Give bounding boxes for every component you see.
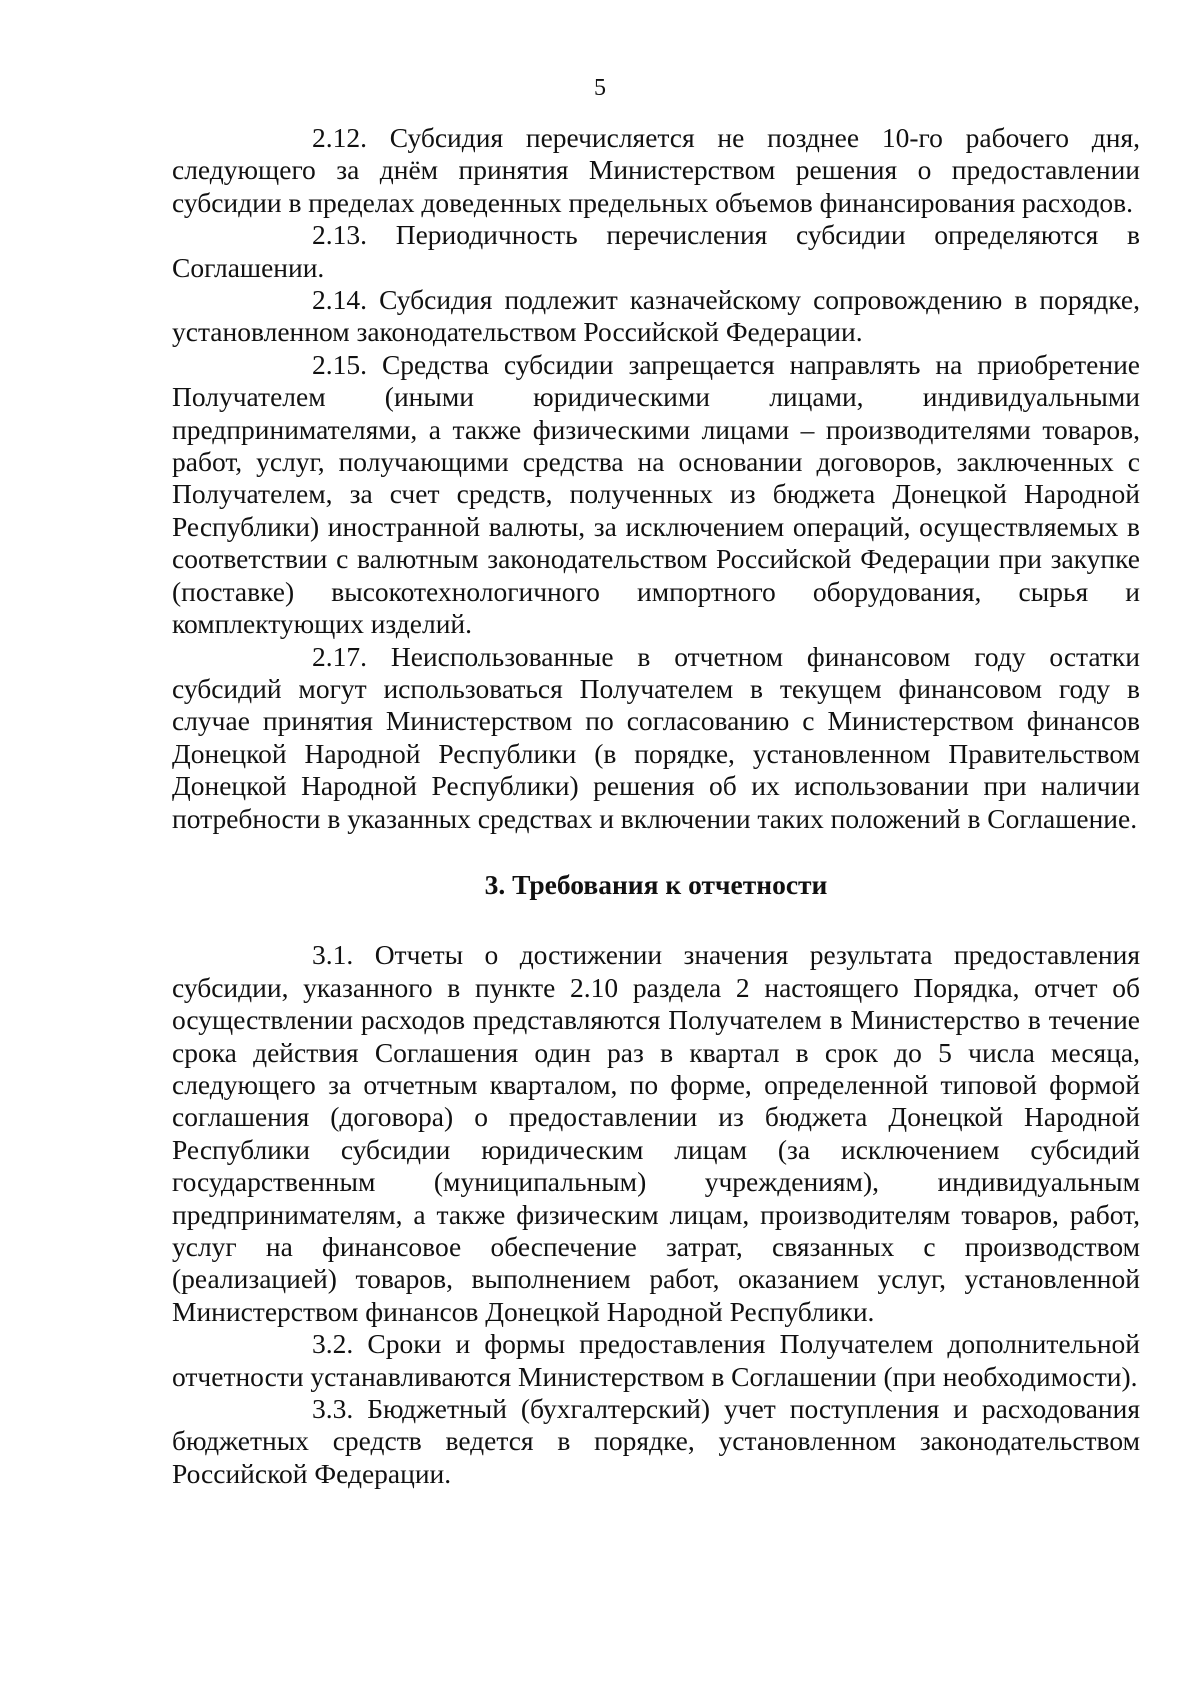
paragraph-text: Отчеты о достижении значения результата предоставления субсидии, указанного в пункте 2.10 раздела 2 настоящего Порядка, отчет об осуществлении расходов представляются Получателем в Министерство в течение срока действия Соглашения один раз в квартал в срок до 5 числа месяца, следующего за отчетным кварталом, по форме, определенной типовой формой соглашения (договора) о предоставлении из бюджета Донецкой Народной Республики субсидии юридическим лицам (за исключением субсидий государственным (муниципальным) учреждениям), индивидуальным предпринимателям, а также физическим лицам, производителям товаров, работ, услуг на финансовое обеспечение затрат, связанных с производством (реализацией) товаров, выполнением работ, оказанием услуг, установленной Министерством финансов Донецкой Народной Республики. [172,939,1141,1327]
document-body [172,122,1140,1490]
paragraph-number: 2.13. [312,219,367,251]
paragraph-number: 3.2. [312,1328,354,1360]
paragraph-3-2 [172,1328,1140,1393]
paragraph-text: Неиспользованные в отчетном финансовом году остатки субсидий могут использоваться Получателем в текущем финансовом году в случае принятия Министерством по согласованию с Министерством финансов Донецкой Народной Республики (в порядке, установленном Правительством Донецкой Народной Республики) решения об их использовании при наличии потребности в указанных средствах и включении таких положений в Соглашение. [172,640,1140,834]
paragraph-number: 2.14. [312,284,367,316]
paragraph-2-15 [172,349,1140,641]
spacer [172,901,1140,939]
paragraph-text: Субсидия подлежит казначейскому сопровождению в порядке, установленном законодательством Российской Федерации. [172,284,1141,348]
paragraph-number: 2.17. [312,640,367,672]
paragraph-text: Бюджетный (бухгалтерский) учет поступления и расходования бюджетных средств ведется в порядке, установленном законодательством Российской Федерации. [172,1393,1141,1489]
paragraph-text: Периодичность перечисления субсидии определяются в Соглашении. [172,219,1140,283]
spacer [172,835,1140,869]
paragraph-number: 3.3. [312,1393,354,1425]
page-number: 5 [594,75,606,101]
paragraph-text: Средства субсидии запрещается направлять на приобретение Получателем (иными юридическими лицами, индивидуальными предпринимателями, а также физическими лицами – производителями товаров, работ, услуг, получающими средства на основании договоров, заключенных с Получателем, за счет средств, полученных из бюджета Донецкой Народной Республики) иностранной валюты, за исключением операций, осуществляемых в соответствии с валютным законодательством Российской Федерации при закупке (поставке) высокотехнологичного импортного оборудования, сырья и комплектующих изделий. [172,348,1140,640]
paragraph-3-1 [172,939,1140,1328]
paragraph-3-3 [172,1393,1140,1490]
section-heading: 3. Требования к отчетности [484,868,828,900]
paragraph-text: Сроки и формы предоставления Получателем дополнительной отчетности устанавливаются Министерством в Соглашении (при необходимости). [172,1328,1141,1392]
paragraph-2-12 [172,122,1140,219]
paragraph-number: 2.12. [312,122,367,153]
paragraph-2-17 [172,641,1140,835]
paragraph-2-13 [172,219,1140,284]
paragraph-text: Субсидия перечисляется не позднее 10-го рабочего дня, следующего за днём принятия Министерством решения о предоставлении субсидии в пределах доведенных предельных объемов финансирования расходов. [172,122,1140,218]
paragraph-number: 2.15. [312,348,367,380]
paragraph-2-14 [172,284,1140,349]
paragraph-number: 3.1. [312,939,354,971]
